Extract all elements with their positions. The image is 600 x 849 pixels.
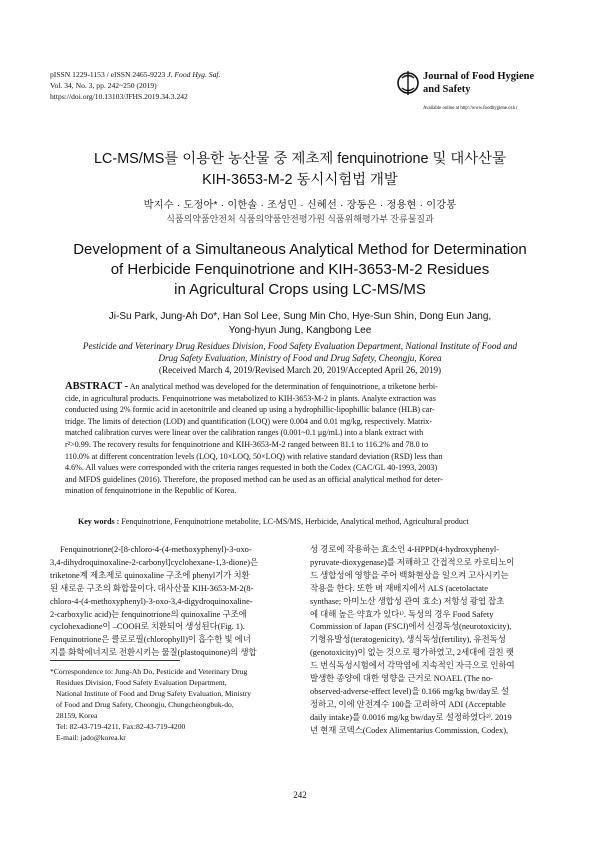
body-line: Fenquinotrione(2-[8-chloro-4-(4-methoxyphenyl)-3-oxo- — [60, 545, 252, 554]
english-title-line3: in Agricultural Crops using LC-MS/MS — [174, 281, 426, 298]
body-line: 2-carboxylic acid)는 fenquinotrione의 quinoxaline 구조에 — [50, 609, 247, 619]
body-line: (genotoxicity)이 없는 것으로 평가하였고, 2세대에 걸친 랫 — [310, 648, 514, 658]
body-line: 기형유발성(teratogenicity), 생식독성(fertility), 유전독성 — [310, 635, 506, 645]
received-dates: (Received March 4, 2019/Revised March 20, 2019/Accepted April 26, 2019) — [158, 365, 442, 375]
keywords-text: Fenquinotrione, Fenquinotrione metabolite, LC-MS/MS, Herbicide, Analytical method, Agricultural product — [119, 517, 469, 526]
body-line: 년 현재 코덱스(Codex Alimentarius Commission, Codex), — [310, 725, 509, 735]
english-title-line1: Development of a Simultaneous Analytical Method for Determination — [73, 241, 527, 258]
body-line: observed-adverse-effect level)을 0.166 mg/kg bw/day로 설 — [310, 686, 509, 696]
body-line: daily intake)를 0.0016 mg/kg bw/day로 설정하였다²⁾. 2019 — [310, 712, 512, 722]
abstract-line: cide, in agricultural products. Fenquinotrione was metabolized to KIH-3653-M-2 in plants. Analyte extraction was — [65, 393, 436, 403]
body-line: 된 새로운 구조의 화합물이다. 대사산물 KIH-3653-M-2(8- — [50, 583, 254, 593]
body-line: synthase; 아미노산 생합성 관여 효소) 저항성 광엽 잡초 — [310, 596, 505, 606]
volume-text: Vol. 34, No. 3, pp. 242~250 (2019) — [50, 81, 157, 90]
keywords — [78, 517, 469, 526]
footnote-line: Residues Division, Food Safety Evaluation Department, — [56, 678, 227, 687]
page-number: 242 — [293, 790, 307, 800]
footnote-line: 28159, Korea — [56, 711, 98, 720]
abstract-text: An analytical method was developed for the determination of fenquinotrione, a triketone herbi- — [128, 382, 438, 391]
footnote-line: Tel: 82-43-719-4211, Fax:82-43-719-4200 — [56, 722, 186, 731]
english-authors-line1: Ji-Su Park, Jung-Ah Do*, Han Sol Lee, Sung Min Cho, Hye-Sun Shin, Dong Eun Jang, — [108, 311, 492, 322]
abstract-line — [65, 381, 555, 393]
abstract-line: conducted using 2% formic acid in acetonitrile and cleaned up using a hydrophillic-lipophillic balance (HLB) car- — [65, 405, 435, 415]
keywords-label: Key words : — [78, 517, 120, 526]
body-line: Fenquinotrione은 클로로필(chlorophyll)이 흡수한 빛 에너 — [50, 635, 251, 645]
article-meta — [50, 69, 220, 102]
footnote-line: of Food and Drug Safety, Cheongju, Chungcheongbuk-do, — [56, 700, 234, 709]
body-line: 에 대해 높은 약효가 있다¹⁾. 독성의 경우 Food Safety — [310, 609, 494, 619]
correspondence-footnote — [50, 666, 295, 743]
journal-abbreviation: J. Food Hyg. Saf. — [167, 70, 221, 79]
issn-text: pISSN 1229-1153 / eISSN 2465-9223 — [50, 70, 166, 79]
abstract-line: r²>0.99. The recovery results for fenquinotrione and KIH-3653-M-2 ranged between 81.1 to 116.2% and 78.0 to — [65, 439, 429, 449]
footnote-line[interactable]: E-mail: jado@korea.kr — [56, 733, 126, 742]
body-line: pyruvate-dioxygenase)를 저해하고 간접적으로 카로티노이 — [310, 557, 515, 567]
abstract-line: and MFDS guidelines (2016). Therefore, the proposed method can be used as an official analytical method for deter- — [65, 474, 443, 484]
abstract-line: matched calibration curves were linear over the calibration ranges (0.001~0.1 μg/mL) into a blank extract with — [65, 428, 424, 438]
body-line: 지를 화학에너지로 전환시키는 물질(plastoquinone)의 생합 — [50, 648, 257, 658]
body-line: 3,4-dihydroquinoxaline-2-carbonyl]cyclohexane-1,3-dione)은 — [50, 557, 259, 567]
korean-title-line2: KIH-3653-M-2 동시시험법 개발 — [202, 172, 398, 188]
body-line: 정하고, 이에 안전계수 100을 고려하여 ADI (Acceptable — [310, 699, 506, 709]
abstract-line: 4.6%. All values were corresponded with the criteria ranges requested in both the Codex (CAC/GL 40-1993, 2003) — [65, 463, 438, 473]
body-line: 작용을 한다. 또한 벼 재배지에서 ALS (acetolactate — [310, 583, 488, 593]
journal-url[interactable]: Available online at http://www.foodhygiene.or.kr — [423, 106, 518, 111]
body-line: 성 경로에 작용하는 효소인 4-HPPD(4-hydroxyphenyl- — [310, 545, 500, 554]
footnote-line: *Correspondence to: Jung-Ah Do, Pesticide and Veterinary Drug — [50, 667, 248, 676]
body-column-left — [50, 544, 295, 660]
doi-link[interactable]: https://doi.org/10.13103/JFHS.2019.34.3.242 — [50, 92, 188, 101]
english-affiliation-line2: Drug Safety Evaluation, Ministry of Food and Drug Safety, Cheongju, Korea — [158, 353, 442, 363]
abstract — [65, 381, 555, 497]
journal-name-line1: Journal of Food Hygiene — [423, 71, 535, 82]
abstract-line: 110.0% at different concentration levels (LOQ, 10×LOQ, 50×LOQ) with relative standard deviation (RSD) less than — [65, 451, 443, 461]
korean-authors: 박지수 · 도정아* · 이한솔 · 조성민 · 신혜선 · 장동은 · 정용현 · 이강봉 — [143, 200, 457, 211]
body-line: chloro-4-(4-methoxyphenyl)-3-oxo-3,4-digydroquinoxaline- — [50, 596, 253, 606]
abstract-line: mination of fenquinotrione in the Republic of Korea. — [65, 486, 237, 496]
body-line: Commission of Japan (FSCJ)에서 신경독성(neurotoxicity), — [310, 622, 512, 632]
body-line: cyclohexadione이 –COOH로 치환되어 생성된다(Fig. 1). — [50, 622, 245, 632]
body-column-right — [310, 544, 555, 738]
body-line: 발생한 종양에 대한 영향을 근거로 NOAEL (The no- — [310, 674, 493, 684]
body-line: 드 생합성에 영향을 주어 백화현상을 일으켜 고사시키는 — [310, 570, 509, 580]
journal-logo-icon — [397, 68, 419, 98]
abstract-label: ABSTRACT - — [65, 381, 129, 392]
korean-title-line1: LC-MS/MS를 이용한 농산물 중 제초제 fenquinotrione 및 대사산물 — [94, 151, 506, 167]
abstract-line: tridge. The limits of detection (LOD) and quantification (LOQ) were 0.004 and 0.01 mg/kg, respectively. Matrix- — [65, 416, 433, 426]
journal-name — [423, 70, 534, 96]
english-authors-line2: Yong-hyun Jung, Kangbong Lee — [228, 325, 372, 336]
korean-affiliation: 식품의약품안전처 식품의약품안전평가원 식품위해평가부 잔류물질과 — [166, 214, 434, 224]
footnote-divider — [50, 660, 180, 661]
body-line: 드 번식독성시험에서 각막염에 지속적인 자극으로 인하여 — [310, 661, 515, 671]
english-affiliation-line1: Pesticide and Veterinary Drug Residues Division, Food Safety Evaluation Department, National Institute of Food and — [82, 341, 518, 351]
journal-logo — [397, 62, 557, 114]
journal-name-line2: and Safety — [423, 84, 471, 95]
body-line: triketone계 제초제로 quinoxaline 구조에 phenyl기가 치환 — [50, 570, 250, 580]
english-title-line2: of Herbicide Fenquinotrione and KIH-3653-M-2 Residues — [110, 261, 490, 278]
footnote-line: National Institute of Food and Drug Safety Evaluation, Ministry — [56, 689, 252, 698]
